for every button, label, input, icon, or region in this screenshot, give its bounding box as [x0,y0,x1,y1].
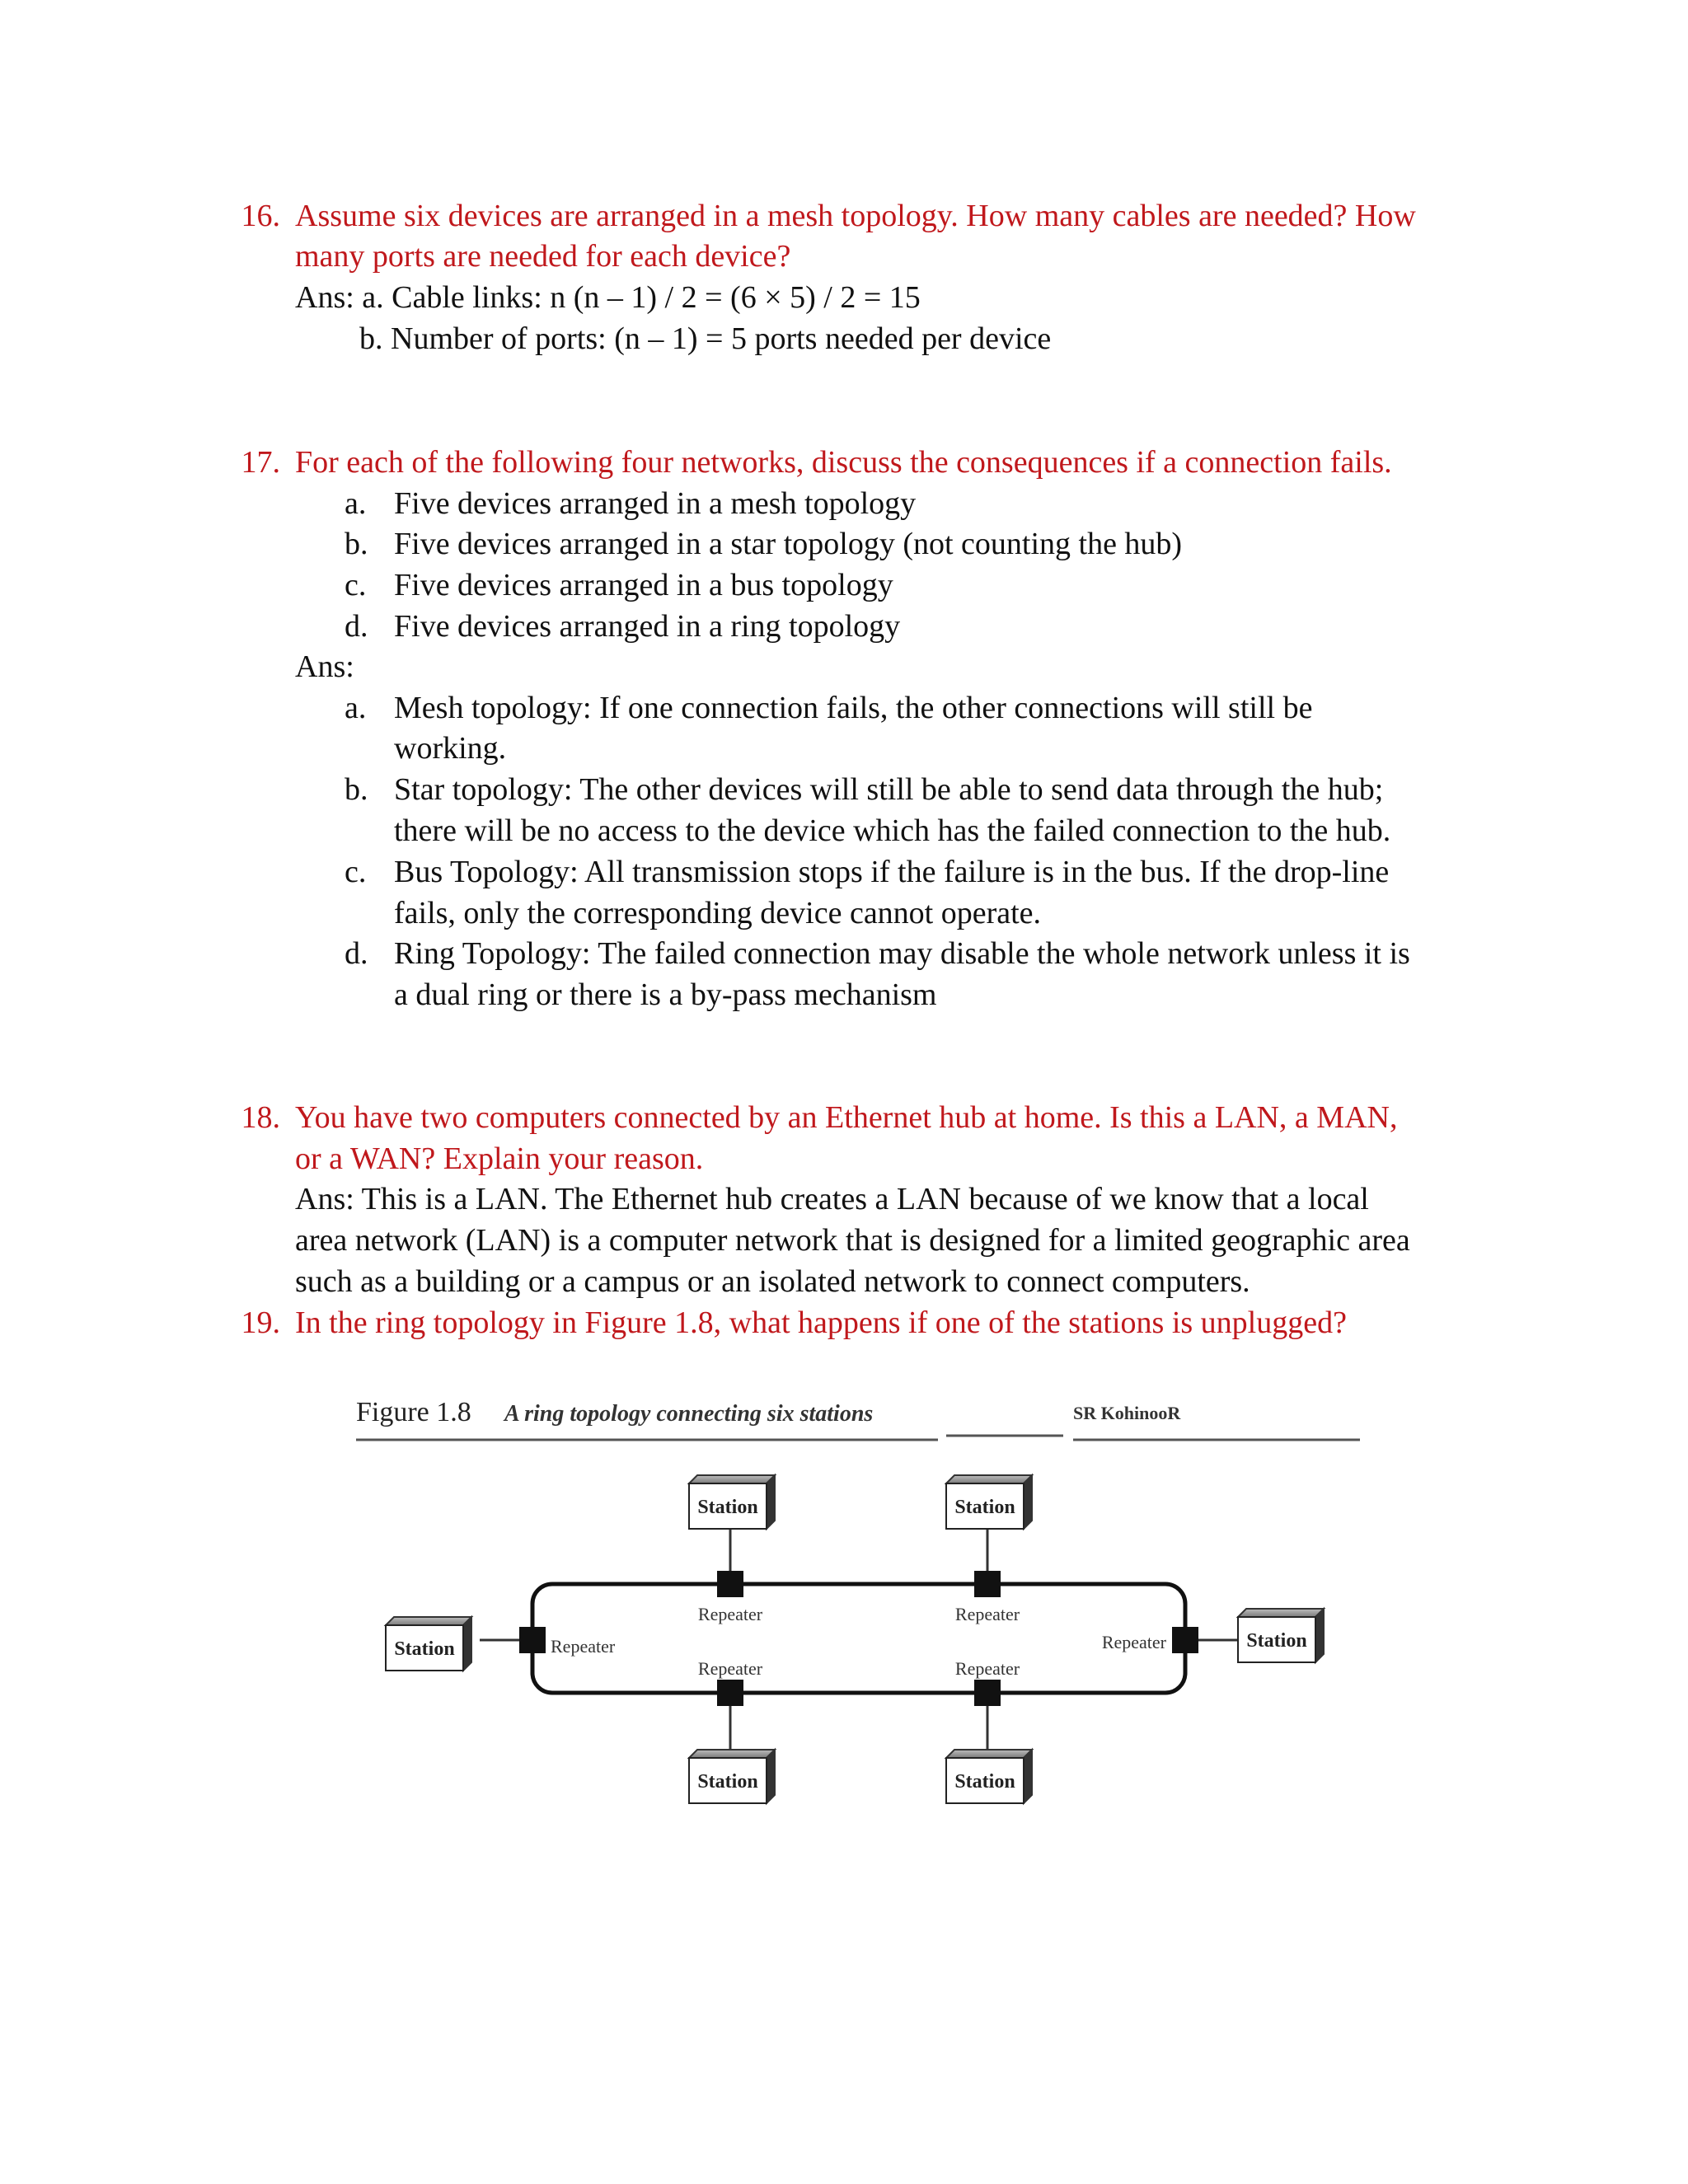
q17-answer-c-line1: Bus Topology: All transmission stops if the failure is in the bus. If the drop-line [394,855,1390,889]
station-label: Station [394,1638,455,1660]
q19-line1: In the ring topology in Figure 1.8, what happens if one of the stations is unplugged? [295,1305,1347,1340]
q17-answer-a-line2: working. [394,731,507,766]
figure-caption-text: A ring topology connecting six stations [504,1401,874,1427]
figure-caption-number: Figure 1.8 [356,1397,471,1427]
repeater-left [519,1627,546,1653]
q17-answer-b-line1: Star topology: The other devices will still be able to send data through the hub; [394,772,1384,807]
q17-answer-d-line2: a dual ring or there is a by-pass mechanism [394,977,937,1012]
repeater-label-right: Repeater [1101,1632,1166,1652]
q16-answer-b: b. Number of ports: (n – 1) = 5 ports needed per device [359,321,1052,356]
station-label: Station [954,1771,1015,1793]
q18-answer-line2: area network (LAN) is a computer network that is designed for a limited geographic area [295,1223,1410,1258]
station-bottom-right [946,1750,1032,1803]
station-top-right [946,1475,1032,1529]
repeater-top-right [974,1571,1001,1597]
station-label: Station [954,1497,1015,1518]
repeater-label-left: Repeater [551,1636,616,1657]
q17-answer-b-label: b. [345,772,368,807]
q17-item-c-label: c. [345,568,367,602]
station-left [386,1617,471,1671]
station-top-left [689,1475,775,1529]
station-label: Station [697,1771,758,1793]
q18-line1: You have two computers connected by an Ethernet hub at home. Is this a LAN, a MAN, [295,1100,1398,1135]
repeater-label-top-right: Repeater [954,1604,1020,1624]
q16-answer-a: Ans: a. Cable links: n (n – 1) / 2 = (6 × 5) / 2 = 15 [295,280,921,315]
figure-watermark: SR KohinooR [1073,1403,1181,1423]
q19-number: 19. [241,1305,280,1340]
figure-ring-topology [346,1393,1385,1863]
station-label: Station [697,1497,758,1518]
q18-number: 18. [241,1100,280,1135]
repeater-top-left [717,1571,743,1597]
q17-answer-c-line2: fails, only the corresponding device cannot operate. [394,896,1042,930]
repeater-bottom-left [717,1680,743,1706]
q17-item-a-label: a. [345,486,367,521]
q17-answer-d-line1: Ring Topology: The failed connection may disable the whole network unless it is [394,936,1410,971]
q17-item-c-text: Five devices arranged in a bus topology [394,568,893,602]
q17-line1: For each of the following four networks, discuss the consequences if a connection fails. [295,445,1392,480]
station-label: Station [1246,1630,1307,1652]
q17-ans-label: Ans: [295,649,354,684]
q17-number: 17. [241,445,280,480]
q16-number: 16. [241,199,280,233]
q16-line1: Assume six devices are arranged in a mesh topology. How many cables are needed? How [295,199,1416,233]
repeater-right [1172,1627,1198,1653]
q18-answer-line3: such as a building or a campus or an isolated network to connect computers. [295,1264,1250,1299]
q18-answer-line1: Ans: This is a LAN. The Ethernet hub creates a LAN because of we know that a local [295,1182,1369,1216]
q17-item-d-label: d. [345,609,368,644]
q17-item-b-text: Five devices arranged in a star topology (not counting the hub) [394,527,1183,561]
q17-item-d-text: Five devices arranged in a ring topology [394,609,901,644]
repeater-label-top-left: Repeater [697,1604,763,1624]
q17-item-b-label: b. [345,527,368,561]
q17-answer-a-line1: Mesh topology: If one connection fails, the other connections will still be [394,691,1313,725]
q17-answer-a-label: a. [345,691,367,725]
ring-cable [532,1584,1185,1693]
q17-item-a-text: Five devices arranged in a mesh topology [394,486,917,521]
repeater-label-bottom-right: Repeater [954,1658,1020,1679]
ring-topology-diagram [346,1393,1385,1863]
q16-line2: many ports are needed for each device? [295,239,791,274]
q17-answer-d-label: d. [345,936,368,971]
repeater-label-bottom-left: Repeater [697,1658,763,1679]
station-bottom-left [689,1750,775,1803]
station-right [1238,1609,1324,1662]
q17-answer-b-line2: there will be no access to the device which has the failed connection to the hub. [394,813,1391,848]
repeater-bottom-right [974,1680,1001,1706]
q17-answer-c-label: c. [345,855,367,889]
q18-line2: or a WAN? Explain your reason. [295,1141,704,1176]
